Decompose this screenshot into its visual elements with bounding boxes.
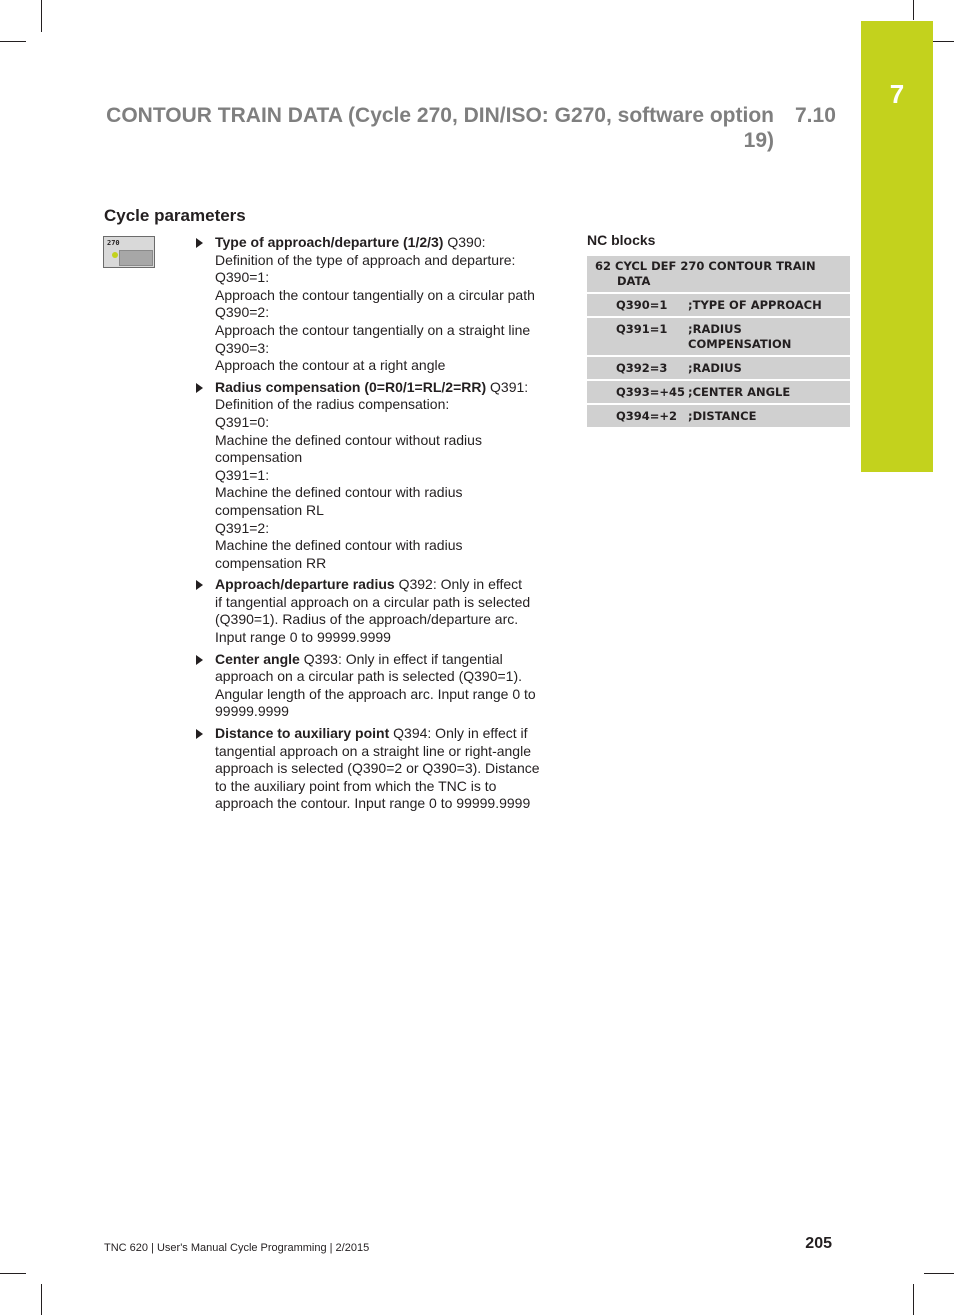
footer-text: TNC 620 | User's Manual Cycle Programming | 2/2015 xyxy=(104,1242,370,1254)
crop-mark xyxy=(41,1284,42,1315)
parameter-text: compensation RR xyxy=(215,554,327,571)
page-number: 205 xyxy=(805,1235,832,1252)
parameter-text: (Q390=1). Radius of the approach/departure arc. xyxy=(215,611,519,628)
parameter-text: Q390=1: xyxy=(215,269,270,286)
parameter-text: 99999.9999 xyxy=(215,703,289,720)
parameter-item xyxy=(194,576,556,646)
cycle-icon-dot xyxy=(112,252,118,258)
nc-blocks-table xyxy=(587,256,850,429)
bullet-arrow-icon xyxy=(196,729,203,739)
parameter-text: Machine the defined contour with radius xyxy=(215,537,463,554)
parameter-text: Definition of the radius compensation: xyxy=(215,396,450,413)
nc-blocks-heading: NC blocks xyxy=(587,232,656,248)
crop-mark xyxy=(924,1273,954,1274)
parameter-text: Machine the defined contour with radius xyxy=(215,484,463,501)
crop-mark xyxy=(41,0,42,32)
bullet-arrow-icon xyxy=(196,238,203,248)
parameter-text: Q391=0: xyxy=(215,413,270,430)
parameter-text: approach on a circular path is selected (Q390=1). xyxy=(215,668,523,685)
nc-block-row xyxy=(587,381,850,403)
header-title-line2: 19) xyxy=(743,129,774,152)
parameter-text: Approach the contour at a right angle xyxy=(215,357,446,374)
parameter-item xyxy=(194,379,556,573)
nc-block-param: Q394=+2 xyxy=(616,409,678,423)
nc-block-param: Q391=1 xyxy=(616,322,668,336)
parameter-text: Input range 0 to 99999.9999 xyxy=(215,629,391,646)
parameter-text: approach is selected (Q390=2 or Q390=3). Distance xyxy=(215,760,540,777)
page-header-title xyxy=(100,103,774,153)
parameter-text: Q393: Only in effect if tangential xyxy=(299,650,503,667)
chapter-number: 7 xyxy=(889,79,905,109)
parameter-name: Type of approach/departure (1/2/3) xyxy=(215,234,444,250)
parameter-text: to the auxiliary point from which the TNC is to xyxy=(215,777,497,794)
nc-block-param: Q393=+45 xyxy=(616,385,686,399)
parameter-name: Approach/departure radius xyxy=(215,576,395,593)
crop-mark xyxy=(913,1284,914,1315)
nc-block-param: Q390=1 xyxy=(616,298,668,312)
parameter-item xyxy=(194,234,556,375)
crop-mark xyxy=(913,0,914,20)
nc-block-comment: ;RADIUS xyxy=(688,361,742,375)
parameter-text: Machine the defined contour without radius xyxy=(215,431,482,448)
parameter-text: Q391: xyxy=(486,378,529,395)
cycle-icon-label: 270 xyxy=(107,239,120,247)
header-title-line1: CONTOUR TRAIN DATA (Cycle 270, DIN/ISO: G270, software option xyxy=(106,104,774,127)
parameter-item xyxy=(194,651,556,721)
parameter-text: Definition of the type of approach and departure: xyxy=(215,251,516,268)
parameter-text: Q390=2: xyxy=(215,304,270,321)
nc-block-text: DATA xyxy=(617,274,651,288)
bullet-arrow-icon xyxy=(196,580,203,590)
section-number: 7.10 xyxy=(795,104,836,127)
nc-block-comment: ;DISTANCE xyxy=(688,409,757,423)
nc-block-param: Q392=3 xyxy=(616,361,668,375)
parameter-list xyxy=(194,234,556,817)
nc-block-row xyxy=(587,318,850,355)
cycle-icon-graphic xyxy=(119,250,153,266)
nc-block-comment: ;TYPE OF APPROACH xyxy=(688,298,822,312)
bullet-arrow-icon xyxy=(196,383,203,393)
nc-block-row xyxy=(587,405,850,427)
parameter-text: Approach the contour tangentially on a straight line xyxy=(215,321,531,338)
cycle-270-icon xyxy=(103,236,155,268)
parameter-text: compensation RL xyxy=(215,501,324,518)
section-heading: Cycle parameters xyxy=(104,206,246,225)
parameter-text: compensation xyxy=(215,449,303,466)
parameter-text: Angular length of the approach arc. Input range 0 to xyxy=(215,685,536,702)
nc-block-row xyxy=(587,294,850,316)
parameter-text: Q394: Only in effect if xyxy=(389,725,528,742)
nc-block-row xyxy=(587,256,850,292)
parameter-text: Approach the contour tangentially on a circular path xyxy=(215,286,535,303)
chapter-tab xyxy=(861,21,933,472)
parameter-text: Q390: xyxy=(443,234,486,250)
parameter-name: Distance to auxiliary point xyxy=(215,725,390,742)
parameter-name: Radius compensation (0=R0/1=RL/2=RR) xyxy=(215,378,487,395)
parameter-text: Q392: Only in effect xyxy=(394,576,523,593)
parameter-item xyxy=(194,725,556,813)
parameter-text: tangential approach on a straight line or right-angle xyxy=(215,742,531,759)
parameter-name: Center angle xyxy=(215,650,300,667)
parameter-text: Q391=2: xyxy=(215,519,270,536)
parameter-text: Q390=3: xyxy=(215,339,270,356)
parameter-text: Q391=1: xyxy=(215,466,270,483)
nc-block-row xyxy=(587,357,850,379)
parameter-text: if tangential approach on a circular path is selected xyxy=(215,593,531,610)
nc-block-text: 62 CYCL DEF 270 CONTOUR TRAIN xyxy=(595,259,816,273)
bullet-arrow-icon xyxy=(196,655,203,665)
nc-block-comment: ;RADIUS COMPENSATION xyxy=(688,322,792,351)
parameter-text: approach the contour. Input range 0 to 99999.9999 xyxy=(215,795,531,812)
crop-mark xyxy=(0,41,26,42)
nc-block-comment: ;CENTER ANGLE xyxy=(688,385,791,399)
crop-mark xyxy=(0,1273,26,1274)
